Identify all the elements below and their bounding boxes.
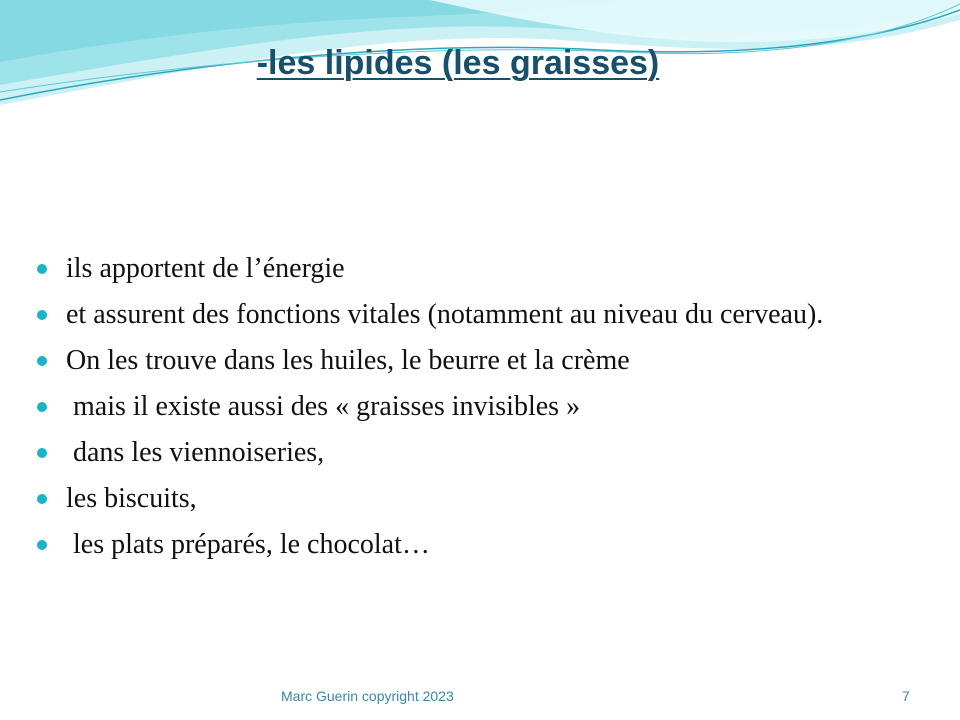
bullet-text: ils apportent de l’énergie bbox=[66, 253, 345, 284]
bullet-text: les biscuits, bbox=[66, 483, 197, 514]
bullet-dot-icon bbox=[37, 264, 47, 274]
bullet-list bbox=[36, 252, 916, 574]
bullet-dot-icon bbox=[37, 402, 47, 412]
bullet-text: dans les viennoiseries, bbox=[66, 437, 325, 468]
list-item bbox=[36, 528, 916, 562]
bullet-dot-icon bbox=[37, 494, 47, 504]
bullet-text: On les trouve dans les huiles, le beurre et la crème bbox=[66, 345, 630, 376]
bullet-dot-icon bbox=[37, 448, 47, 458]
list-item bbox=[36, 344, 916, 378]
bullet-dot-icon bbox=[37, 356, 47, 366]
bullet-dot-icon bbox=[37, 310, 47, 320]
bullet-text: et assurent des fonctions vitales (notamment au niveau du cerveau). bbox=[66, 299, 824, 330]
list-item bbox=[36, 298, 916, 332]
slide-title: -les lipides (les graisses) bbox=[256, 44, 660, 82]
bullet-dot-icon bbox=[37, 540, 47, 550]
list-item bbox=[36, 436, 916, 470]
list-item bbox=[36, 252, 916, 286]
page-number: 7 bbox=[902, 688, 910, 704]
list-item bbox=[36, 482, 916, 516]
list-item bbox=[36, 390, 916, 424]
bullet-text: mais il existe aussi des « graisses invisibles » bbox=[66, 391, 581, 422]
footer-copyright: Marc Guerin copyright 2023 bbox=[281, 688, 454, 704]
bullet-text: les plats préparés, le chocolat… bbox=[66, 529, 430, 560]
